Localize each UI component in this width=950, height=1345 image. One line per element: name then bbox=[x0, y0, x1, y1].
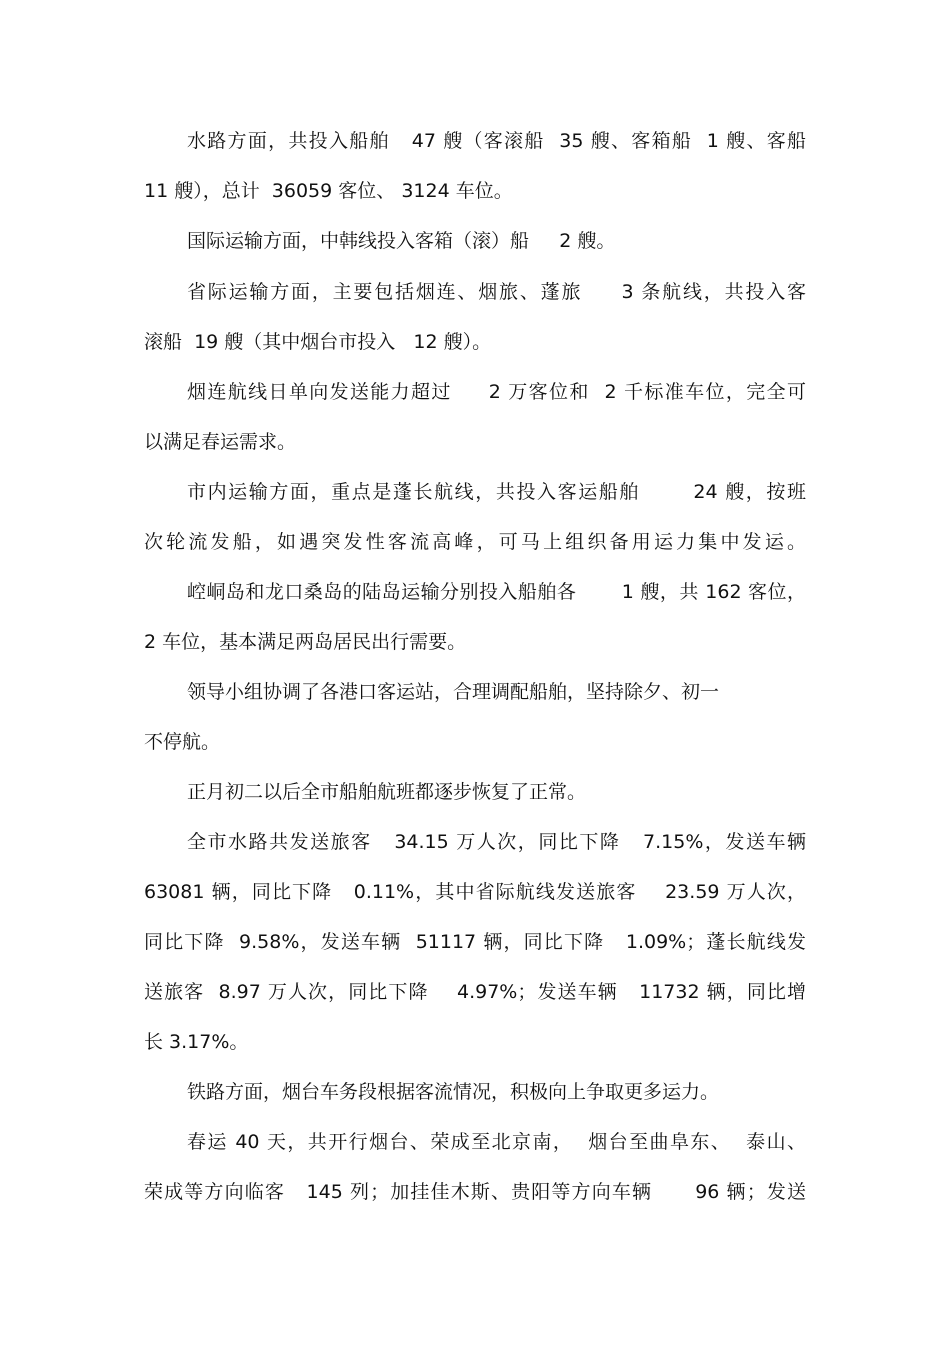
text-line: 省际运输方面，主要包括烟连、烟旅、蓬旅 3 条航线，共投入客 bbox=[187, 281, 806, 303]
text-line: 送旅客 8.97 万人次，同比下降 4.97%；发送车辆 11732 辆，同比增 bbox=[144, 981, 806, 1003]
text-line: 领导小组协调了各港口客运站，合理调配船舶，坚持除夕、初一 bbox=[187, 681, 720, 703]
text-line: 荣成等方向临客 145 列；加挂佳木斯、贵阳等方向车辆 96 辆；发送 bbox=[144, 1181, 806, 1203]
text-line: 2 车位，基本满足两岛居民出行需要。 bbox=[144, 631, 467, 653]
text-line: 不停航。 bbox=[144, 731, 221, 753]
text-line: 市内运输方面，重点是蓬长航线，共投入客运船舶 24 艘，按班 bbox=[187, 481, 806, 503]
text-line: 次轮流发船，如遇突发性客流高峰，可马上组织备用运力集中发运。 bbox=[144, 531, 806, 553]
text-line: 63081 辆，同比下降 0.11%，其中省际航线发送旅客 23.59 万人次， bbox=[144, 881, 806, 903]
text-line: 春运 40 天，共开行烟台、荣成至北京南， 烟台至曲阜东、 泰山、 bbox=[187, 1131, 806, 1153]
text-line: 水路方面，共投入船舶 47 艘（客滚船 35 艘、客箱船 1 艘、客船 bbox=[187, 130, 806, 152]
text-line: 正月初二以后全市船舶航班都逐步恢复了正常。 bbox=[187, 781, 587, 803]
text-line: 滚船 19 艘（其中烟台市投入 12 艘）。 bbox=[144, 331, 492, 353]
text-line: 崆峒岛和龙口桑岛的陆岛运输分别投入船舶各 1 艘，共 162 客位， bbox=[187, 581, 806, 603]
text-line: 同比下降 9.58%，发送车辆 51117 辆，同比下降 1.09%；蓬长航线发 bbox=[144, 931, 806, 953]
text-line: 11 艘），总计 36059 客位、 3124 车位。 bbox=[144, 180, 513, 202]
text-line: 以满足春运需求。 bbox=[144, 431, 297, 453]
text-line: 国际运输方面，中韩线投入客箱（滚）船 2 艘。 bbox=[187, 230, 616, 252]
text-line: 全市水路共发送旅客 34.15 万人次，同比下降 7.15%，发送车辆 bbox=[187, 831, 806, 853]
text-line: 长 3.17%。 bbox=[144, 1031, 249, 1053]
text-line: 烟连航线日单向发送能力超过 2 万客位和 2 千标准车位，完全可 bbox=[187, 381, 806, 403]
text-line: 铁路方面，烟台车务段根据客流情况，积极向上争取更多运力。 bbox=[187, 1081, 720, 1103]
